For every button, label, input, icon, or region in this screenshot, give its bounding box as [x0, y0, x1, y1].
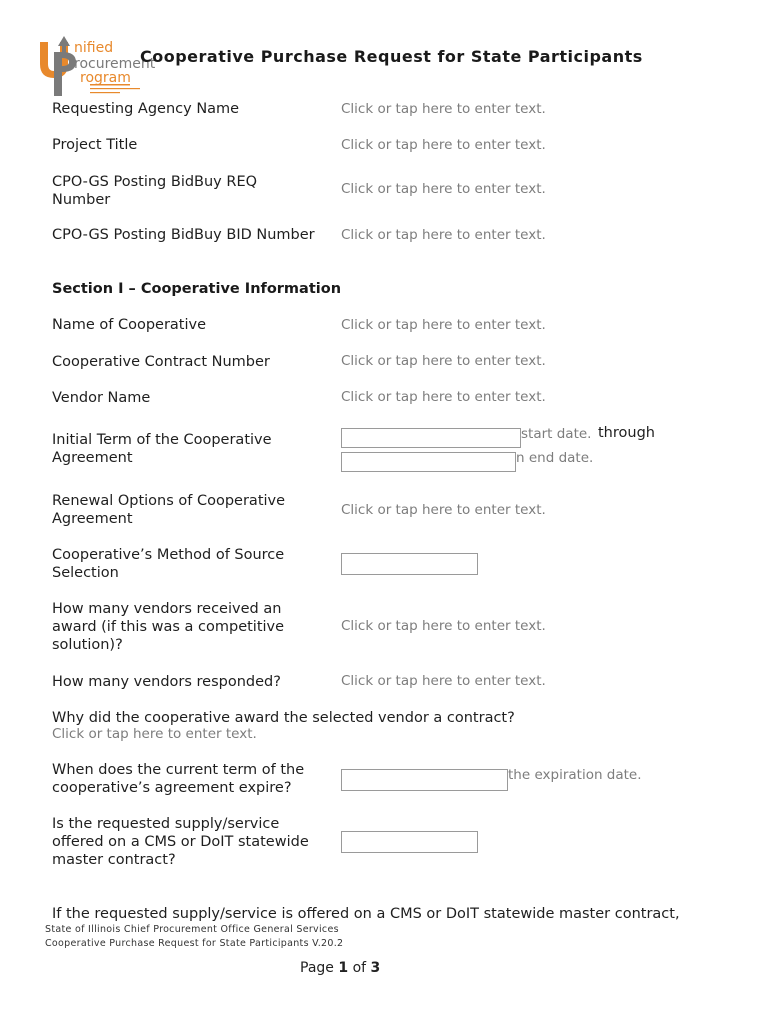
term-expire-label: When does the current term of the cooperative’s agreement expire?	[52, 762, 305, 796]
req-number-field[interactable]: Click or tap here to enter text.	[341, 181, 546, 197]
statewide-contract-dropdown[interactable]	[341, 831, 478, 853]
vendors-awarded-label: How many vendors received an award (if this was a competitive solution)?	[52, 601, 285, 653]
statewide-contract-label: Is the requested supply/service offered on a CMS or DoIT statewide master contract?	[52, 816, 309, 868]
vendor-name-field[interactable]: Click or tap here to enter text.	[341, 389, 546, 405]
requesting-agency-field[interactable]: Click or tap here to enter text.	[341, 101, 546, 117]
logo-word-program: rogram	[80, 70, 131, 86]
term-end-date-field[interactable]	[341, 452, 516, 472]
req-number-label: CPO-GS Posting BidBuy REQ Number	[52, 174, 258, 208]
expiration-date-placeholder: the expiration date.	[508, 767, 642, 783]
why-awarded-field[interactable]: Click or tap here to enter text.	[52, 726, 257, 742]
term-start-date-field[interactable]	[341, 428, 521, 448]
vendors-awarded-field[interactable]: Click or tap here to enter text.	[341, 618, 546, 634]
initial-term-label: Initial Term of the Cooperative Agreement	[52, 432, 272, 466]
term-end-date-placeholder: n end date.	[516, 450, 594, 466]
contract-number-label: Cooperative Contract Number	[52, 354, 270, 370]
logo-word-procurement: rocurement	[74, 56, 156, 72]
footer-line-1: State of Illinois Chief Procurement Office General Services	[45, 924, 339, 935]
logo-word-unified: nified	[74, 40, 114, 56]
requesting-agency-label: Requesting Agency Name	[52, 101, 240, 117]
unified-procurement-program-logo	[36, 34, 166, 98]
source-selection-label: Cooperative’s Method of Source Selection	[52, 547, 285, 581]
term-start-date-placeholder: start date.	[521, 426, 592, 442]
vendor-name-label: Vendor Name	[52, 390, 151, 406]
statewide-followup-text: If the requested supply/service is offered on a CMS or DoIT statewide master contract,	[52, 906, 680, 922]
bid-number-field[interactable]: Click or tap here to enter text.	[341, 227, 546, 243]
bid-number-label: CPO-GS Posting BidBuy BID Number	[52, 227, 315, 243]
page-indicator	[300, 960, 380, 976]
renewal-options-label: Renewal Options of Cooperative Agreement	[52, 493, 286, 527]
page-word: Page	[300, 960, 334, 976]
expiration-date-field[interactable]	[341, 769, 508, 791]
footer-line-2: Cooperative Purchase Request for State Participants V.20.2	[45, 938, 344, 949]
document-title: Cooperative Purchase Request for State Participants	[140, 47, 643, 66]
of-word: of	[352, 960, 367, 976]
vendors-responded-label: How many vendors responded?	[52, 674, 281, 690]
page-total: 3	[370, 960, 381, 976]
cooperative-name-field[interactable]: Click or tap here to enter text.	[341, 317, 546, 333]
section-heading: Section I – Cooperative Information	[52, 281, 342, 297]
contract-number-field[interactable]: Click or tap here to enter text.	[341, 353, 546, 369]
cooperative-name-label: Name of Cooperative	[52, 317, 207, 333]
why-awarded-label: Why did the cooperative award the selected vendor a contract?	[52, 710, 515, 726]
term-through-text: through	[598, 425, 655, 441]
page-number: 1	[338, 960, 349, 976]
renewal-options-field[interactable]: Click or tap here to enter text.	[341, 502, 546, 518]
vendors-responded-field[interactable]: Click or tap here to enter text.	[341, 673, 546, 689]
project-title-field[interactable]: Click or tap here to enter text.	[341, 137, 546, 153]
project-title-label: Project Title	[52, 137, 138, 153]
source-selection-dropdown[interactable]	[341, 553, 478, 575]
